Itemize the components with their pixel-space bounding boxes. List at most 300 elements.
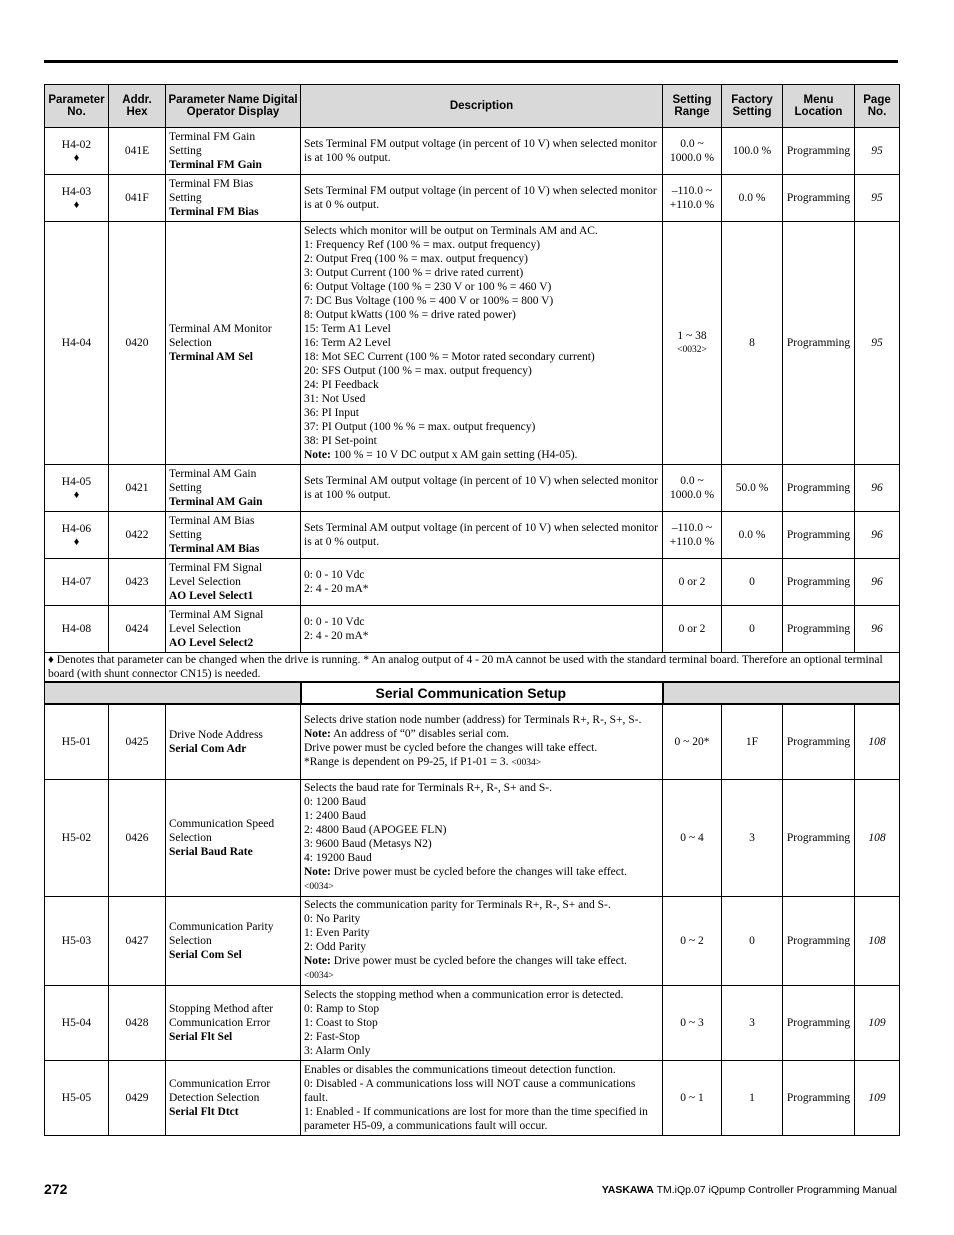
description-text: 100 % = 10 V DC output x AM gain setting (H4-05). <box>330 449 578 461</box>
description-cell <box>301 985 663 1060</box>
description-line <box>304 865 659 879</box>
param-name-cell <box>166 465 301 512</box>
setting-range: 1 ~ 38 <box>677 330 707 342</box>
param-name-line: Selection <box>169 337 212 349</box>
addr-hex: 0422 <box>109 512 166 559</box>
operator-display: Terminal AM Bias <box>169 543 260 555</box>
description-line <box>304 336 659 350</box>
addr-hex: 0424 <box>109 606 166 653</box>
description-line <box>304 266 659 280</box>
menu-location: Programming <box>783 559 855 606</box>
description-line <box>304 727 659 741</box>
description-text: 1: Enabled - If communications are lost for more than the time specified in parameter H5-09, a communications fault will occur. <box>304 1105 648 1132</box>
description-cell <box>301 465 663 512</box>
param-no: H4-05 <box>61 475 92 488</box>
description-text: 0: 1200 Baud <box>304 796 366 808</box>
operator-display: AO Level Select2 <box>169 637 254 649</box>
description-text: 0: 0 - 10 Vdc <box>304 616 365 628</box>
setting-range: 0 or 2 <box>678 623 706 635</box>
description-text: Selects the communication parity for Terminals R+, R-, S+ and S-. <box>304 899 611 911</box>
operator-display: Serial Flt Sel <box>169 1030 233 1043</box>
param-no-cell <box>45 512 109 559</box>
setting-range: 0 or 2 <box>678 576 706 588</box>
param-name-cell <box>166 704 301 779</box>
addr-hex: 0420 <box>109 222 166 465</box>
param-no-cell <box>45 465 109 512</box>
operator-display: AO Level Select1 <box>169 590 254 602</box>
operator-display: Serial Flt Dtct <box>169 1105 239 1118</box>
description-line <box>304 238 659 252</box>
description-text: 24: PI Feedback <box>304 379 379 391</box>
setting-range-cell <box>663 512 722 559</box>
setting-range-cell <box>663 985 722 1060</box>
addr-hex: 0423 <box>109 559 166 606</box>
description-text: Drive power must be cycled before the changes will take effect. <box>304 742 598 755</box>
description-line <box>304 308 659 322</box>
footer-manual-title <box>602 1184 897 1196</box>
operator-display: Terminal AM Sel <box>169 351 253 363</box>
description-text: Drive power must be cycled before the changes will take effect. <box>330 955 627 967</box>
param-name-line: Drive Node Address <box>169 728 263 741</box>
param-no: H5-01 <box>61 735 92 748</box>
addr-hex: 0425 <box>109 704 166 779</box>
factory-setting: 100.0 % <box>722 128 783 175</box>
table-row <box>45 779 900 896</box>
run-change-marker: ♦ <box>73 535 80 548</box>
description-cell <box>301 704 663 779</box>
note-label: Note: <box>304 955 331 967</box>
description-line <box>304 568 659 582</box>
param-name-line: Terminal FM Signal <box>169 562 263 574</box>
description-text: 1: Coast to Stop <box>304 1016 378 1029</box>
note-label: Note: <box>304 866 331 878</box>
menu-location: Programming <box>783 606 855 653</box>
description-line <box>304 350 659 364</box>
operator-display: Terminal FM Gain <box>169 159 262 171</box>
description-text: 16: Term A2 Level <box>304 337 391 349</box>
header-param-no: Parameter No. <box>45 85 109 128</box>
addr-hex: 0421 <box>109 465 166 512</box>
description-text: Selects the baud rate for Terminals R+, R-, S+ and S-. <box>304 782 552 794</box>
description-line <box>304 1016 659 1030</box>
description-line <box>304 968 659 983</box>
operator-display: Serial Com Sel <box>169 948 242 961</box>
menu-location: Programming <box>783 465 855 512</box>
description-text: 2: 4800 Baud (APOGEE FLN) <box>304 824 447 836</box>
description-line <box>304 795 659 809</box>
param-no: H4-04 <box>61 337 92 349</box>
description-text: Selects which monitor will be output on Terminals AM and AC. <box>304 225 598 237</box>
description-line <box>304 851 659 865</box>
table-row <box>45 559 900 606</box>
setting-range-cell <box>663 779 722 896</box>
h4-rows <box>45 128 900 653</box>
table-row <box>45 512 900 559</box>
description-line <box>304 879 659 894</box>
menu-location: Programming <box>783 896 855 985</box>
description-text: 18: Mot SEC Current (100 % = Motor rated secondary current) <box>304 351 595 363</box>
description-line <box>304 252 659 266</box>
setting-range-cell <box>663 175 722 222</box>
section-header-row <box>45 682 900 704</box>
setting-range-cell <box>663 1060 722 1135</box>
footnote: ♦ Denotes that parameter can be changed when the drive is running. * An analog output of 4 - 20 mA cannot be used with the standard terminal board. Therefore an optional terminal board (with shunt connector CN15) is needed. <box>45 653 900 683</box>
param-no: H4-06 <box>61 522 92 535</box>
operator-display: Serial Com Adr <box>169 742 247 755</box>
description-line <box>304 755 659 770</box>
param-name-line: Selection <box>169 934 212 947</box>
description-line <box>304 364 659 378</box>
param-name-cell <box>166 175 301 222</box>
description-text: 2: 4 - 20 mA* <box>304 630 369 642</box>
param-no: H5-02 <box>61 831 92 844</box>
description-cell <box>301 896 663 985</box>
description-cell <box>301 175 663 222</box>
param-no: H5-03 <box>61 934 92 947</box>
setting-range: 0 ~ 1 <box>680 1091 704 1104</box>
param-name-cell <box>166 512 301 559</box>
param-name-cell <box>166 1060 301 1135</box>
section-title: Serial Communication Setup <box>301 682 663 704</box>
run-change-marker: ♦ <box>73 151 80 164</box>
table-row <box>45 985 900 1060</box>
setting-range: 0.0 ~ 1000.0 % <box>669 138 715 164</box>
description-line <box>304 898 659 912</box>
revision-tag: <0032> <box>677 345 707 355</box>
description-text: Enables or disables the communications timeout detection function. <box>304 1063 616 1076</box>
description-cell <box>301 779 663 896</box>
description-line <box>304 988 659 1002</box>
table-row <box>45 896 900 985</box>
setting-range-cell <box>663 465 722 512</box>
footnote-row <box>45 653 900 683</box>
table-row <box>45 1060 900 1135</box>
footer-manual: TM.iQp.07 iQpump Controller Programming Manual <box>653 1184 897 1196</box>
section-spacer-right <box>663 682 900 704</box>
param-name-line: Detection Selection <box>169 1091 260 1104</box>
description-text: 0: 0 - 10 Vdc <box>304 569 365 581</box>
param-name-line: Terminal FM Bias <box>169 178 254 190</box>
table-row <box>45 175 900 222</box>
description-text: Sets Terminal AM output voltage (in percent of 10 V) when selected monitor is at 0 % output. <box>304 522 658 548</box>
param-name-line: Communication Speed <box>169 817 275 830</box>
description-line <box>304 434 659 448</box>
page-ref: 109 <box>855 1060 900 1135</box>
param-name-line: Communication Error <box>169 1077 271 1090</box>
factory-setting: 8 <box>722 222 783 465</box>
h5-rows <box>45 704 900 1135</box>
description-text: 4: 19200 Baud <box>304 852 372 864</box>
description-line <box>304 294 659 308</box>
description-line <box>304 184 659 212</box>
description-text: Selects drive station node number (address) for Terminals R+, R-, S+, S-. <box>304 714 642 727</box>
description-line <box>304 823 659 837</box>
description-line <box>304 1077 659 1105</box>
factory-setting: 0 <box>722 896 783 985</box>
menu-location: Programming <box>783 512 855 559</box>
description-text: 1: 2400 Baud <box>304 810 366 822</box>
description-text: 3: Alarm Only <box>304 1044 371 1057</box>
run-change-marker: ♦ <box>73 198 80 211</box>
description-line <box>304 448 659 462</box>
description-text: 20: SFS Output (100 % = max. output frequency) <box>304 365 532 377</box>
description-line <box>304 809 659 823</box>
description-line <box>304 1030 659 1044</box>
description-cell <box>301 128 663 175</box>
description-line <box>304 582 659 596</box>
menu-location: Programming <box>783 128 855 175</box>
page-ref: 108 <box>855 779 900 896</box>
description-text: 1: Even Parity <box>304 927 370 939</box>
description-text: *Range is dependent on P9-25, if P1-01 = 3. <box>304 756 512 769</box>
description-cell <box>301 222 663 465</box>
setting-range: 0 ~ 2 <box>680 934 704 947</box>
description-line <box>304 420 659 434</box>
factory-setting: 50.0 % <box>722 465 783 512</box>
param-name-cell <box>166 896 301 985</box>
page-ref: 95 <box>855 128 900 175</box>
description-line <box>304 378 659 392</box>
table-row <box>45 704 900 779</box>
note-label: Note: <box>304 728 331 741</box>
page-ref: 109 <box>855 985 900 1060</box>
description-text: 38: PI Set-point <box>304 435 377 447</box>
description-line <box>304 912 659 926</box>
factory-setting: 0 <box>722 559 783 606</box>
description-line <box>304 322 659 336</box>
param-name-cell <box>166 128 301 175</box>
description-text: 6: Output Voltage (100 % = 230 V or 100 % = 460 V) <box>304 281 552 293</box>
description-text: 0: Ramp to Stop <box>304 1002 380 1015</box>
factory-setting: 0.0 % <box>722 175 783 222</box>
setting-range: –110.0 ~ +110.0 % <box>669 522 715 548</box>
note-label: Note: <box>304 449 331 461</box>
table-row <box>45 222 900 465</box>
param-name-cell <box>166 985 301 1060</box>
header-addr-hex: Addr. Hex <box>109 85 166 128</box>
description-line <box>304 1063 659 1077</box>
description-text: Sets Terminal FM output voltage (in percent of 10 V) when selected monitor is at 0 % output. <box>304 185 657 211</box>
description-line <box>304 629 659 643</box>
table-row <box>45 465 900 512</box>
param-name-line: Setting <box>169 482 202 494</box>
description-text: 2: 4 - 20 mA* <box>304 583 369 595</box>
param-no-cell <box>45 779 109 896</box>
param-no: H4-03 <box>61 185 92 198</box>
revision-tag: <0034> <box>304 971 334 981</box>
operator-display: Serial Baud Rate <box>169 845 253 858</box>
description-text: 2: Fast-Stop <box>304 1030 360 1043</box>
param-no: H4-08 <box>61 623 92 635</box>
description-line <box>304 137 659 165</box>
param-name-line: Level Selection <box>169 623 241 635</box>
param-name-cell <box>166 779 301 896</box>
header-factory-setting: Factory Setting <box>722 85 783 128</box>
description-line <box>304 781 659 795</box>
description-text: 7: DC Bus Voltage (100 % = 400 V or 100% = 800 V) <box>304 295 554 307</box>
param-no-cell <box>45 704 109 779</box>
addr-hex: 0428 <box>109 985 166 1060</box>
description-text: 3: Output Current (100 % = drive rated current) <box>304 267 524 279</box>
description-line <box>304 224 659 238</box>
param-name-line: Setting <box>169 145 202 157</box>
page-ref: 96 <box>855 512 900 559</box>
menu-location: Programming <box>783 704 855 779</box>
setting-range: 0.0 ~ 1000.0 % <box>669 475 715 501</box>
description-line <box>304 1105 659 1133</box>
description-text: 1: Frequency Ref (100 % = max. output frequency) <box>304 239 541 251</box>
setting-range-cell <box>663 896 722 985</box>
param-name-cell <box>166 606 301 653</box>
setting-range: 0 ~ 4 <box>680 831 704 844</box>
param-name-line: Terminal AM Gain <box>169 468 257 480</box>
param-no-cell <box>45 606 109 653</box>
param-name-cell <box>166 222 301 465</box>
description-line <box>304 615 659 629</box>
description-text: 2: Odd Parity <box>304 941 366 953</box>
revision-tag: <0034> <box>304 882 334 892</box>
operator-display: Terminal AM Gain <box>169 496 263 508</box>
page-ref: 108 <box>855 896 900 985</box>
setting-range: 0 ~ 3 <box>680 1016 704 1029</box>
description-text: 0: No Parity <box>304 913 361 925</box>
description-text: 3: 9600 Baud (Metasys N2) <box>304 838 432 850</box>
addr-hex: 041E <box>109 128 166 175</box>
page-number: 272 <box>44 1181 68 1197</box>
factory-setting: 1 <box>722 1060 783 1135</box>
param-no-cell <box>45 175 109 222</box>
param-name-cell <box>166 559 301 606</box>
menu-location: Programming <box>783 1060 855 1135</box>
description-cell <box>301 1060 663 1135</box>
top-rule <box>44 60 898 63</box>
param-name-line: Terminal AM Bias <box>169 515 255 527</box>
description-cell <box>301 606 663 653</box>
param-name-line: Selection <box>169 831 212 844</box>
setting-range-cell <box>663 128 722 175</box>
addr-hex: 0426 <box>109 779 166 896</box>
factory-setting: 3 <box>722 985 783 1060</box>
revision-tag: <0034> <box>511 758 542 769</box>
description-line <box>304 713 659 727</box>
setting-range: –110.0 ~ +110.0 % <box>669 185 715 211</box>
factory-setting: 0.0 % <box>722 512 783 559</box>
addr-hex: 041F <box>109 175 166 222</box>
description-text: 0: Disabled - A communications loss will NOT cause a communications fault. <box>304 1077 636 1104</box>
addr-hex: 0429 <box>109 1060 166 1135</box>
description-text: An address of “0” disables serial com. <box>330 728 510 741</box>
page-ref: 96 <box>855 606 900 653</box>
param-no-cell <box>45 985 109 1060</box>
param-name-line: Setting <box>169 192 202 204</box>
param-name-line: Stopping Method after <box>169 1002 274 1015</box>
section-spacer-left <box>45 682 301 704</box>
description-line <box>304 474 659 502</box>
param-no: H5-05 <box>61 1091 92 1104</box>
setting-range-cell <box>663 559 722 606</box>
param-name-line: Terminal AM Signal <box>169 609 264 621</box>
param-no: H5-04 <box>61 1016 92 1029</box>
description-line <box>304 1002 659 1016</box>
description-line <box>304 940 659 954</box>
param-no-cell <box>45 1060 109 1135</box>
description-line <box>304 280 659 294</box>
description-text: 8: Output kWatts (100 % = drive rated power) <box>304 309 516 321</box>
description-text: 2: Output Freq (100 % = max. output frequency) <box>304 253 528 265</box>
param-name-line: Terminal AM Monitor <box>169 323 272 335</box>
description-line <box>304 392 659 406</box>
description-line <box>304 521 659 549</box>
header-menu-location: Menu Location <box>783 85 855 128</box>
footer-brand: YASKAWA <box>601 1184 654 1196</box>
description-line <box>304 926 659 940</box>
page-ref: 95 <box>855 222 900 465</box>
description-line <box>304 1044 659 1058</box>
header-setting-range: Setting Range <box>663 85 722 128</box>
description-line <box>304 837 659 851</box>
description-text: 37: PI Output (100 % % = max. output frequency) <box>304 421 536 433</box>
page-ref: 108 <box>855 704 900 779</box>
setting-range: 0 ~ 20* <box>674 735 710 748</box>
table-row <box>45 128 900 175</box>
description-text: Sets Terminal AM output voltage (in percent of 10 V) when selected monitor is at 100 % output. <box>304 475 658 501</box>
setting-range-cell <box>663 606 722 653</box>
run-change-marker: ♦ <box>73 488 80 501</box>
factory-setting: 0 <box>722 606 783 653</box>
description-line <box>304 741 659 755</box>
header-param-name: Parameter Name Digital Operator Display <box>166 85 301 128</box>
description-text: 15: Term A1 Level <box>304 323 391 335</box>
param-no: H4-07 <box>61 576 92 588</box>
table-row <box>45 606 900 653</box>
param-name-line: Level Selection <box>169 576 241 588</box>
description-line <box>304 406 659 420</box>
description-text: Sets Terminal FM output voltage (in percent of 10 V) when selected monitor is at 100 % output. <box>304 138 657 164</box>
param-name-line: Setting <box>169 529 202 541</box>
page-ref: 96 <box>855 559 900 606</box>
description-line <box>304 954 659 968</box>
setting-range-cell <box>663 704 722 779</box>
menu-location: Programming <box>783 985 855 1060</box>
param-no: H4-02 <box>61 138 92 151</box>
header-description: Description <box>301 85 663 128</box>
table-header-row <box>45 85 900 128</box>
header-page-no: Page No. <box>855 85 900 128</box>
setting-range-cell <box>663 222 722 465</box>
factory-setting: 1F <box>722 704 783 779</box>
description-cell <box>301 559 663 606</box>
param-no-cell <box>45 128 109 175</box>
parameter-table <box>44 84 900 1136</box>
menu-location: Programming <box>783 175 855 222</box>
menu-location: Programming <box>783 222 855 465</box>
operator-display: Terminal FM Bias <box>169 206 259 218</box>
factory-setting: 3 <box>722 779 783 896</box>
param-no-cell <box>45 222 109 465</box>
description-text: 36: PI Input <box>304 407 359 419</box>
description-text: Drive power must be cycled before the changes will take effect. <box>330 866 627 878</box>
param-name-line: Communication Parity <box>169 920 274 933</box>
addr-hex: 0427 <box>109 896 166 985</box>
param-name-line: Terminal FM Gain <box>169 131 256 143</box>
page-ref: 95 <box>855 175 900 222</box>
description-text: Selects the stopping method when a communication error is detected. <box>304 988 624 1001</box>
param-name-line: Communication Error <box>169 1016 271 1029</box>
page-ref: 96 <box>855 465 900 512</box>
param-no-cell <box>45 896 109 985</box>
description-cell <box>301 512 663 559</box>
menu-location: Programming <box>783 779 855 896</box>
